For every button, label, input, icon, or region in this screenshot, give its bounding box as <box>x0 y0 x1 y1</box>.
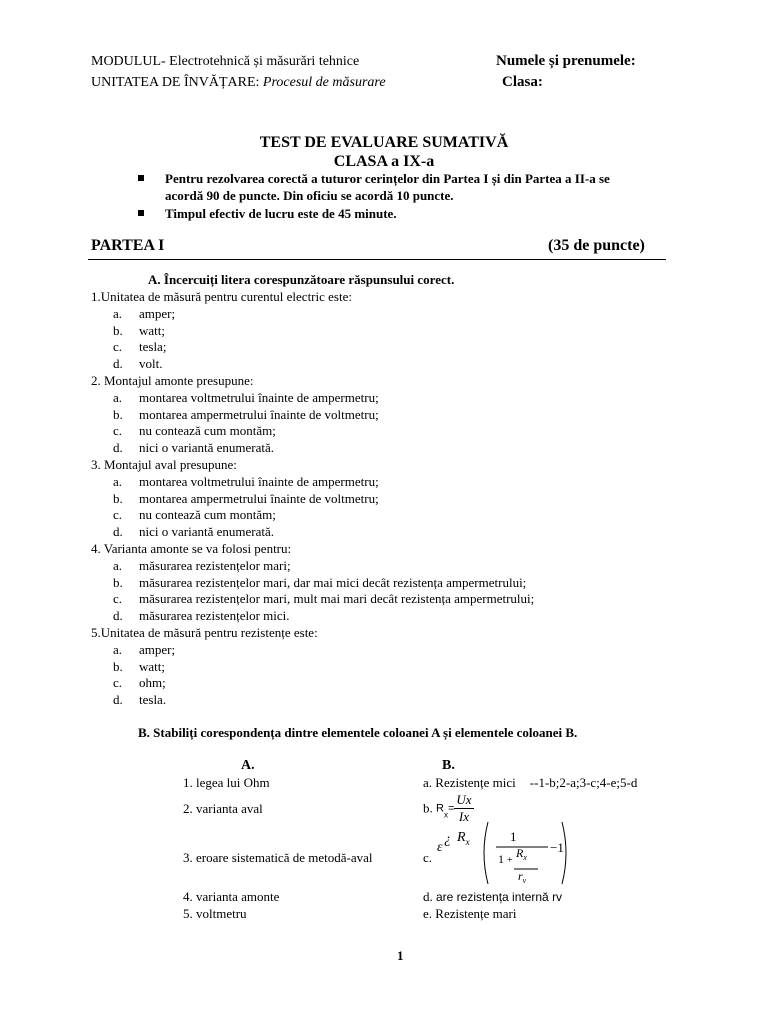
rx-factor: $R_x$ <box>457 830 470 847</box>
answer-option[interactable] <box>113 675 166 691</box>
part-title: PARTEA I <box>91 237 165 254</box>
answer-option[interactable] <box>113 440 274 456</box>
column-b-item: d. are rezistența internă rv <box>423 889 563 904</box>
inverted-question-glyph: ¿ <box>444 832 451 847</box>
option-text: măsurarea rezistențelor mari, mult mai mari decât rezistența ampermetrului; <box>139 591 535 606</box>
column-a-item: 1. legea lui Ohm <box>183 775 270 790</box>
option-text: ohm; <box>139 675 166 690</box>
module-line: MODULUL- Electrotehnică și măsurări tehnice <box>91 54 360 69</box>
answer-option[interactable] <box>113 575 527 591</box>
option-letter: a. <box>113 474 123 489</box>
answer-option[interactable] <box>113 390 379 406</box>
question-text: 4. Varianta amonte se va folosi pentru: <box>91 541 292 556</box>
part-points: (35 de puncte) <box>548 237 645 254</box>
answer-option[interactable] <box>113 356 163 372</box>
option-letter: d. <box>113 608 123 623</box>
option-text: nu contează cum montăm; <box>139 423 276 438</box>
option-letter: a. <box>113 306 123 321</box>
section-a-title: A. Încercuiți litera corespunzătoare răspunsului corect. <box>148 272 455 287</box>
option-text: watt; <box>139 659 165 674</box>
answer-option[interactable] <box>113 524 274 540</box>
option-letter: d. <box>113 524 123 539</box>
inner-rv: $r_v$ <box>518 869 527 885</box>
option-text: montarea ampermetrului înainte de voltmetru; <box>139 407 379 422</box>
answer-option[interactable] <box>113 323 165 339</box>
answer-option[interactable] <box>113 692 167 708</box>
answer-option[interactable] <box>113 491 379 507</box>
instruction-1-cont: acordă 90 de puncte. Din oficiu se acordă 10 puncte. <box>165 188 454 203</box>
column-a-item: 4. varianta amonte <box>183 889 280 904</box>
numerator-one: 1 <box>510 829 517 844</box>
option-letter: c. <box>113 339 123 354</box>
option-text: măsurarea rezistențelor mici. <box>139 608 290 623</box>
answer-option[interactable] <box>113 339 167 355</box>
name-field-label: Numele și prenumele: <box>496 53 636 69</box>
minus-one: −1 <box>550 840 564 855</box>
answer-option[interactable] <box>113 591 535 607</box>
answer-option[interactable] <box>113 474 379 490</box>
answer-option[interactable] <box>113 306 176 322</box>
column-b-header: B. <box>442 758 455 773</box>
option-letter: d. <box>113 356 123 371</box>
question-text: 1.Unitatea de măsură pentru curentul electric este: <box>91 289 352 304</box>
column-a-item: 5. voltmetru <box>183 906 247 921</box>
option-letter: a. <box>113 390 123 405</box>
option-text: nici o variantă enumerată. <box>139 440 274 455</box>
column-b-item: a. Rezistențe mici --1-b;2-a;3-c;4-e;5-d <box>423 775 638 790</box>
inner-rx: $R_x$ <box>516 846 527 862</box>
option-text: volt. <box>139 356 163 371</box>
column-b-formula-rx: b. $R_x=$ $\frac{Ux}{Ix}$ <box>423 792 472 824</box>
option-letter: c. <box>113 591 123 606</box>
option-letter: d. <box>113 440 123 455</box>
option-letter: d. <box>113 692 123 707</box>
option-letter: c. <box>113 507 123 522</box>
option-text: nu contează cum montăm; <box>139 507 276 522</box>
column-b-prefix-c: c. <box>423 850 433 865</box>
unit-line: UNITATEA DE ÎNVĂȚARE: Procesul de măsurare <box>91 75 386 90</box>
answer-option[interactable] <box>113 558 291 574</box>
answer-option[interactable] <box>113 407 379 423</box>
answer-key: --1-b;2-a;3-c;4-e;5-d <box>529 775 638 790</box>
denominator-one: 1 + <box>498 852 513 866</box>
bullet-icon <box>138 175 144 181</box>
answer-option[interactable] <box>113 423 276 439</box>
column-b-item: e. Rezistențe mari <box>423 906 517 921</box>
class-title: CLASA a IX-a <box>333 153 435 170</box>
option-text: amper; <box>139 306 176 321</box>
option-text: tesla. <box>139 692 167 707</box>
option-letter: b. <box>113 575 123 590</box>
option-letter: c. <box>113 675 123 690</box>
class-field-label: Clasa: <box>502 74 543 90</box>
option-letter: b. <box>113 323 123 338</box>
column-a-header: A. <box>241 758 255 773</box>
option-letter: a. <box>113 642 123 657</box>
answer-option[interactable] <box>113 642 176 658</box>
question-text: 2. Montajul amonte presupune: <box>91 373 254 388</box>
option-text: watt; <box>139 323 165 338</box>
answer-option[interactable] <box>113 608 290 624</box>
column-a-item: 2. varianta aval <box>183 801 263 816</box>
option-text: tesla; <box>139 339 167 354</box>
option-text: montarea voltmetrului înainte de ampermetru; <box>139 474 379 489</box>
question-text: 5.Unitatea de măsură pentru rezistențe este: <box>91 625 318 640</box>
section-b-title: B. Stabiliți corespondența dintre elementele coloanei A și elementele coloanei B. <box>138 725 578 740</box>
option-text: măsurarea rezistențelor mari; <box>139 558 291 573</box>
instruction-1: Pentru rezolvarea corectă a tuturor cerințelor din Partea I și din Partea a II-a se <box>165 171 610 187</box>
option-text: măsurarea rezistențelor mari, dar mai mici decât rezistența ampermetrului; <box>139 575 527 590</box>
test-title: TEST DE EVALUARE SUMATIVĂ <box>259 134 509 151</box>
epsilon-symbol: ε <box>437 840 443 855</box>
option-letter: c. <box>113 423 123 438</box>
bullet-icon <box>138 210 144 216</box>
option-text: montarea ampermetrului înainte de voltmetru; <box>139 491 379 506</box>
option-letter: b. <box>113 407 123 422</box>
option-letter: b. <box>113 491 123 506</box>
column-a-item: 3. eroare sistematică de metodă-aval <box>183 850 373 865</box>
page-number: 1 <box>397 948 404 963</box>
answer-option[interactable] <box>113 507 276 523</box>
answer-option[interactable] <box>113 659 165 675</box>
option-text: amper; <box>139 642 176 657</box>
option-letter: a. <box>113 558 123 573</box>
option-letter: b. <box>113 659 123 674</box>
option-text: nici o variantă enumerată. <box>139 524 274 539</box>
question-text: 3. Montajul aval presupune: <box>91 457 237 472</box>
option-text: montarea voltmetrului înainte de ampermetru; <box>139 390 379 405</box>
instruction-2: Timpul efectiv de lucru este de 45 minute. <box>165 206 397 222</box>
divider <box>88 259 666 260</box>
